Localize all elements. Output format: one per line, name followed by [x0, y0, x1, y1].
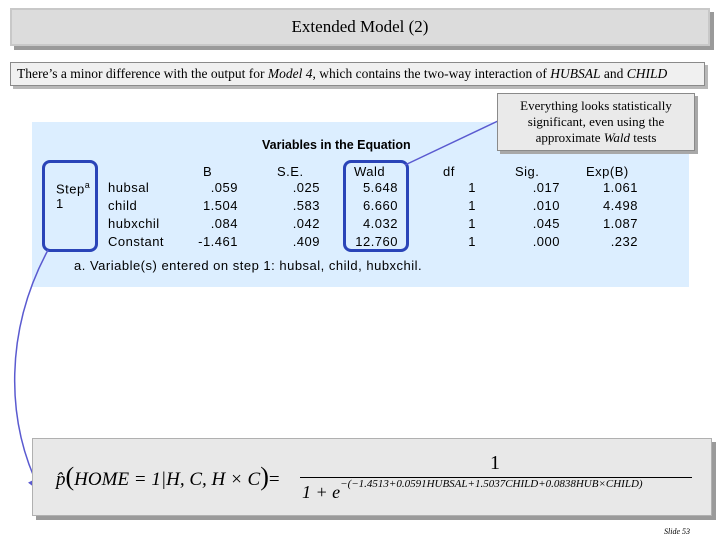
row-name-hubxchil: hubxchil	[108, 216, 160, 231]
callout-line-2: significant, even using the	[527, 114, 665, 129]
row-name-child: child	[108, 198, 138, 213]
slide-title: Extended Model (2)	[291, 17, 429, 36]
note-prefix: There’s a minor difference with the output for	[17, 66, 268, 81]
step-text: Step	[56, 181, 85, 197]
cell-expb: 1.087	[602, 216, 638, 231]
cell-df: 1	[468, 198, 476, 213]
formula-lhs: p̂(HOME = 1|H, C, H × C)=	[56, 462, 280, 491]
table-title: Variables in the Equation	[262, 138, 411, 152]
formula-condition: HOME = 1|H, C, H × C	[74, 469, 261, 490]
cell-sig: .017	[532, 180, 560, 195]
callout-wald: Wald	[603, 130, 631, 145]
formula-numerator: 1	[490, 452, 500, 474]
step-sup: a	[84, 180, 91, 190]
cell-b: 1.504	[202, 198, 238, 213]
cell-wald: 6.660	[362, 198, 398, 213]
header-sig: Sig.	[515, 164, 540, 179]
cell-sig: .010	[532, 198, 560, 213]
header-se: S.E.	[277, 164, 304, 179]
cell-sig: .045	[532, 216, 560, 231]
row-name-hubsal: hubsal	[108, 180, 150, 195]
cell-wald: 5.648	[362, 180, 398, 195]
slide-number: Slide 53	[664, 527, 690, 536]
cell-expb: 1.061	[602, 180, 638, 195]
cell-b: .084	[210, 216, 238, 231]
cell-wald: 12.760	[355, 234, 398, 249]
cell-sig: .000	[532, 234, 560, 249]
cell-expb: .232	[610, 234, 638, 249]
cell-expb: 4.498	[602, 198, 638, 213]
cell-se: .583	[292, 198, 320, 213]
note-middle: , which contains the two-way interaction of	[312, 66, 551, 81]
callout-line-1: Everything looks statistically	[520, 98, 672, 113]
header-expb: Exp(B)	[586, 164, 629, 179]
cell-df: 1	[468, 216, 476, 231]
cell-se: .409	[292, 234, 320, 249]
callout-box	[497, 93, 695, 151]
cell-b: -1.461	[198, 234, 238, 249]
formula-exponent: −(−1.4513+0.0591HUBSAL+1.5037CHILD+0.0838HUB×CHILD)	[340, 478, 643, 490]
cell-se: .042	[292, 216, 320, 231]
header-df: df	[443, 164, 455, 179]
callout-pointer-line	[405, 120, 500, 165]
step-number: 1	[56, 196, 64, 211]
cell-b: .059	[210, 180, 238, 195]
cell-se: .025	[292, 180, 320, 195]
formula-p-hat: p̂	[56, 469, 66, 490]
cell-wald: 4.032	[362, 216, 398, 231]
note-var2: CHILD	[626, 66, 668, 81]
header-b: B	[203, 164, 213, 179]
callout-tests: tests	[630, 130, 657, 145]
note-and: and	[600, 66, 627, 81]
table-footnote: a. Variable(s) entered on step 1: hubsal, child, hubxchil.	[74, 258, 423, 273]
header-wald: Wald	[354, 164, 386, 179]
cell-df: 1	[468, 234, 476, 249]
callout-approx: approximate	[535, 130, 604, 145]
cell-df: 1	[468, 180, 476, 195]
callout-line-3	[498, 130, 694, 146]
note-model: Model 4	[267, 66, 313, 81]
row-name-constant: Constant	[108, 234, 165, 249]
note-var1: HUBSAL	[550, 66, 601, 81]
formula-denom-base: 1 + e	[302, 482, 341, 502]
formula-denominator	[302, 478, 643, 503]
